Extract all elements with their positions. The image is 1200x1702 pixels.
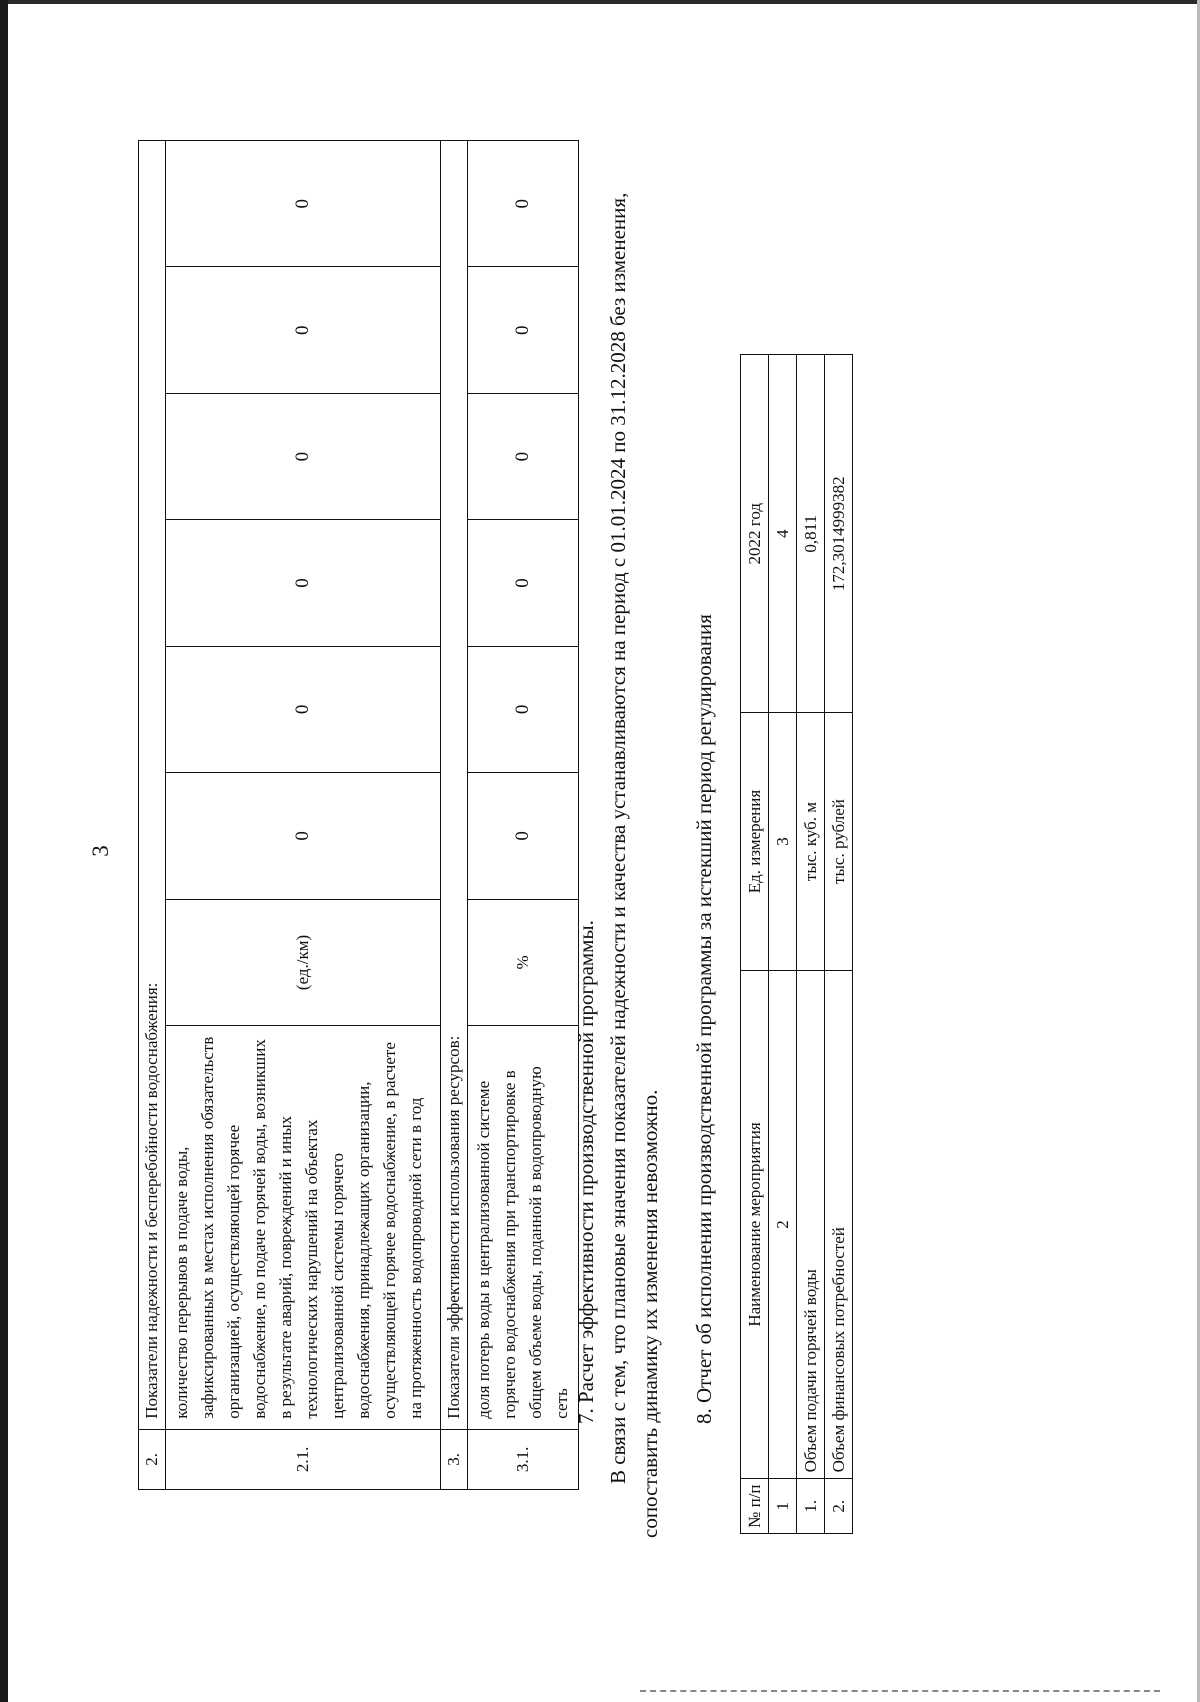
indicators-table (138, 140, 579, 1490)
indicator-unit: (ед./км) (166, 899, 441, 1026)
table-row (468, 141, 579, 1490)
indicator-value: 0 (166, 646, 441, 772)
row-number: 2.1. (166, 1429, 441, 1489)
column-number-cell: 4 (769, 355, 797, 713)
cell: 1. (797, 1479, 825, 1534)
row-number: 3.1. (468, 1429, 579, 1489)
indicator-value: 0 (468, 141, 579, 267)
section-number: 3. (441, 1429, 468, 1489)
cell: тыс. рублей (825, 713, 853, 970)
page-number: 3 (88, 845, 113, 857)
indicator-value: 0 (468, 773, 579, 899)
indicator-value: 0 (166, 141, 441, 267)
cell: 172,3014999382 (825, 355, 853, 713)
column-number-cell: 2 (769, 970, 797, 1479)
column-number-cell: 3 (769, 713, 797, 970)
report-table (740, 354, 853, 1534)
table-row (797, 355, 825, 1534)
indicator-value: 0 (166, 393, 441, 519)
indicator-value: 0 (166, 267, 441, 393)
section-8-heading: 8. Отчет об исполнении производственной программы за истекший период регулирования (692, 614, 716, 1424)
indicator-value: 0 (468, 646, 579, 772)
report-header-row (741, 355, 769, 1534)
header-cell: № п/п (741, 1479, 769, 1534)
section-7-heading: 7. Расчет эффективности производственной программы. (574, 920, 598, 1424)
header-cell: Наименование мероприятия (741, 970, 769, 1479)
cell: Объем финансовых потребностей (825, 970, 853, 1479)
indicator-value: 0 (166, 520, 441, 646)
table-row (825, 355, 853, 1534)
section-row-2 (139, 141, 166, 1490)
cell: Объем подачи горячей воды (797, 970, 825, 1479)
indicator-value: 0 (468, 393, 579, 519)
table-row (166, 141, 441, 1490)
header-cell: Ед. измерения (741, 713, 769, 970)
section-row-3 (441, 141, 468, 1490)
indicator-value: 0 (166, 773, 441, 899)
indicator-value: 0 (468, 267, 579, 393)
section-title: Показатели надежности и бесперебойности водоснабжения: (139, 141, 166, 1430)
indicator-unit: % (468, 899, 579, 1026)
cell: тыс. куб. м (797, 713, 825, 970)
section-title: Показатели эффективности использования ресурсов: (441, 141, 468, 1430)
report-column-number-row (769, 355, 797, 1534)
column-number-cell: 1 (769, 1479, 797, 1534)
indicator-name: количество перерывов в подаче воды, зафиксированных в местах исполнения обязательств организацией, осуществляющей горячее водоснабжение, по подаче горячей воды, возникших в результате аварий, повреждений и иных технологических нарушений на объектах централизованной системы горячего водоснабжения, принадлежащих организации, осуществляющей горячее водоснабжение, в расчете на протяженность водопроводной сети в год (166, 1026, 441, 1429)
section-7-paragraph: В связи с тем, что плановые значения показателей надежности и качества устанавливаются на период с 01.01.2024 по 31.12.2028 без изменения, сопоставить динамику их изменения невозможно. (606, 192, 662, 1538)
header-cell: 2022 год (741, 355, 769, 713)
indicator-value: 0 (468, 520, 579, 646)
indicator-name: доля потерь воды в централизованной системе горячего водоснабжения при транспортировке в общем объеме воды, поданной в водопроводную сеть (468, 1026, 579, 1429)
cell: 0,811 (797, 355, 825, 713)
section-number: 2. (139, 1429, 166, 1489)
text-block (570, 98, 720, 1538)
cell: 2. (825, 1479, 853, 1534)
